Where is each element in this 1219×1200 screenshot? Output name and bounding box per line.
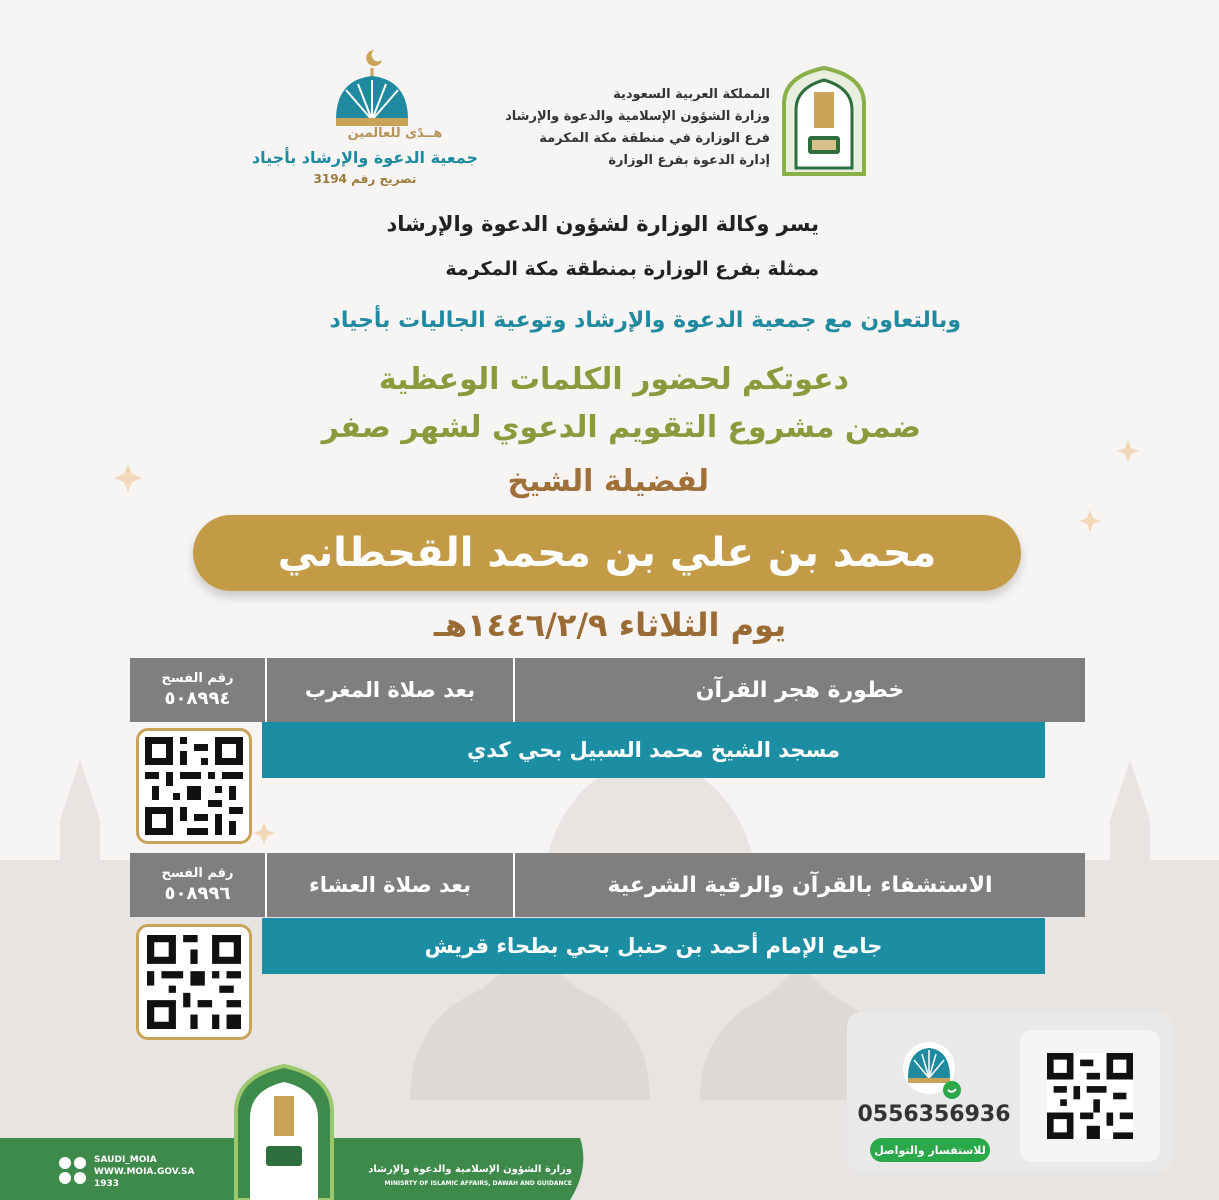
footer-contact-info <box>94 1154 254 1190</box>
whatsapp-icon <box>943 1081 961 1099</box>
twitter-icon <box>59 1157 71 1169</box>
social-icons <box>58 1156 90 1186</box>
event-2-qr-code[interactable] <box>136 924 252 1040</box>
event-1-permit <box>130 658 265 722</box>
footer-website[interactable]: WWW.MOIA.GOV.SA <box>94 1167 195 1177</box>
qr-code-icon <box>1047 1053 1133 1139</box>
event-2-permit-number: ٥٠٨٩٩٦ <box>164 883 231 904</box>
intro-line-5: ضمن مشروع التقويم الدعوي لشهر صفر <box>321 410 921 445</box>
contact-qr-code[interactable] <box>1020 1030 1160 1162</box>
footer-ministry-en: MINISRTY OF ISLAMIC AFFAIRS, DAWAH AND GUIDANCE <box>384 1180 572 1187</box>
event-1-title: خطورة هجر القرآن <box>695 677 905 703</box>
event-1-permit-label: رقم الفسح <box>161 671 234 686</box>
ministry-logo <box>778 64 870 178</box>
sheikh-name: محمد بن علي بن محمد القحطاني <box>193 515 1021 591</box>
facebook-icon <box>59 1172 71 1184</box>
event-1-permit-number: ٥٠٨٩٩٤ <box>164 688 231 709</box>
header-ministry: وزارة الشؤون الإسلامية والدعوة والإرشاد <box>505 109 770 124</box>
contact-label: للاستفسار والتواصل <box>870 1138 990 1162</box>
intro-line-1: يسر وكالة الوزارة لشؤون الدعوة والإرشاد <box>386 212 819 236</box>
event-2-permit-label: رقم الفسح <box>161 866 234 881</box>
intro-line-6: لفضيلة الشيخ <box>507 464 709 499</box>
instagram-icon <box>74 1157 86 1169</box>
event-1-qr-code[interactable] <box>136 728 252 844</box>
ministry-header-text <box>500 84 770 172</box>
event-1-venue: مسجد الشيخ محمد السبيل بحي كدي <box>262 722 1045 778</box>
intro-line-4: دعوتكم لحضور الكلمات الوعظية <box>378 362 849 397</box>
header-department: إدارة الدعوة بفرع الوزارة <box>608 153 770 168</box>
intro-line-3: وبالتعاون مع جمعية الدعوة والإرشاد وتوعية الجاليات بأجياد <box>329 308 961 333</box>
footer-ministry-name <box>362 1163 572 1191</box>
footer-handle[interactable]: SAUDI_MOIA <box>94 1155 157 1165</box>
event-2-permit <box>130 853 265 917</box>
event-2-title: الاستشفاء بالقرآن والرقية الشرعية <box>607 872 993 898</box>
event-date: يوم الثلاثاء ١٤٤٦/٢/٩هـ <box>433 606 787 644</box>
contact-association-logo <box>896 1038 966 1104</box>
qr-code-icon <box>147 935 241 1029</box>
header-branch: فرع الوزارة في منطقة مكة المكرمة <box>539 131 770 146</box>
association-permit: تصريح رقم 3194 <box>313 172 417 186</box>
youtube-icon <box>74 1172 86 1184</box>
event-2-time: بعد صلاة العشاء <box>265 853 515 917</box>
qr-code-icon <box>145 737 243 835</box>
header-country: المملكة العربية السعودية <box>613 87 770 102</box>
event-2-info-bar <box>130 853 1085 917</box>
event-2-venue: جامع الإمام أحمد بن حنبل بحي بطحاء قريش <box>262 918 1045 974</box>
footer-ministry-ar: وزارة الشؤون الإسلامية والدعوة والإرشاد <box>368 1164 572 1175</box>
association-tagline: هــدًى للعالمين <box>347 126 443 141</box>
event-1-time: بعد صلاة المغرب <box>265 658 515 722</box>
intro-line-2: ممثلة بفرع الوزارة بمنطقة مكة المكرمة <box>445 258 819 280</box>
footer-hotline[interactable]: 1933 <box>94 1179 120 1189</box>
contact-phone[interactable]: 0556356936 <box>857 1102 1011 1127</box>
event-1-info-bar <box>130 658 1085 722</box>
association-name: جمعية الدعوة والإرشاد بأجياد <box>251 148 479 167</box>
